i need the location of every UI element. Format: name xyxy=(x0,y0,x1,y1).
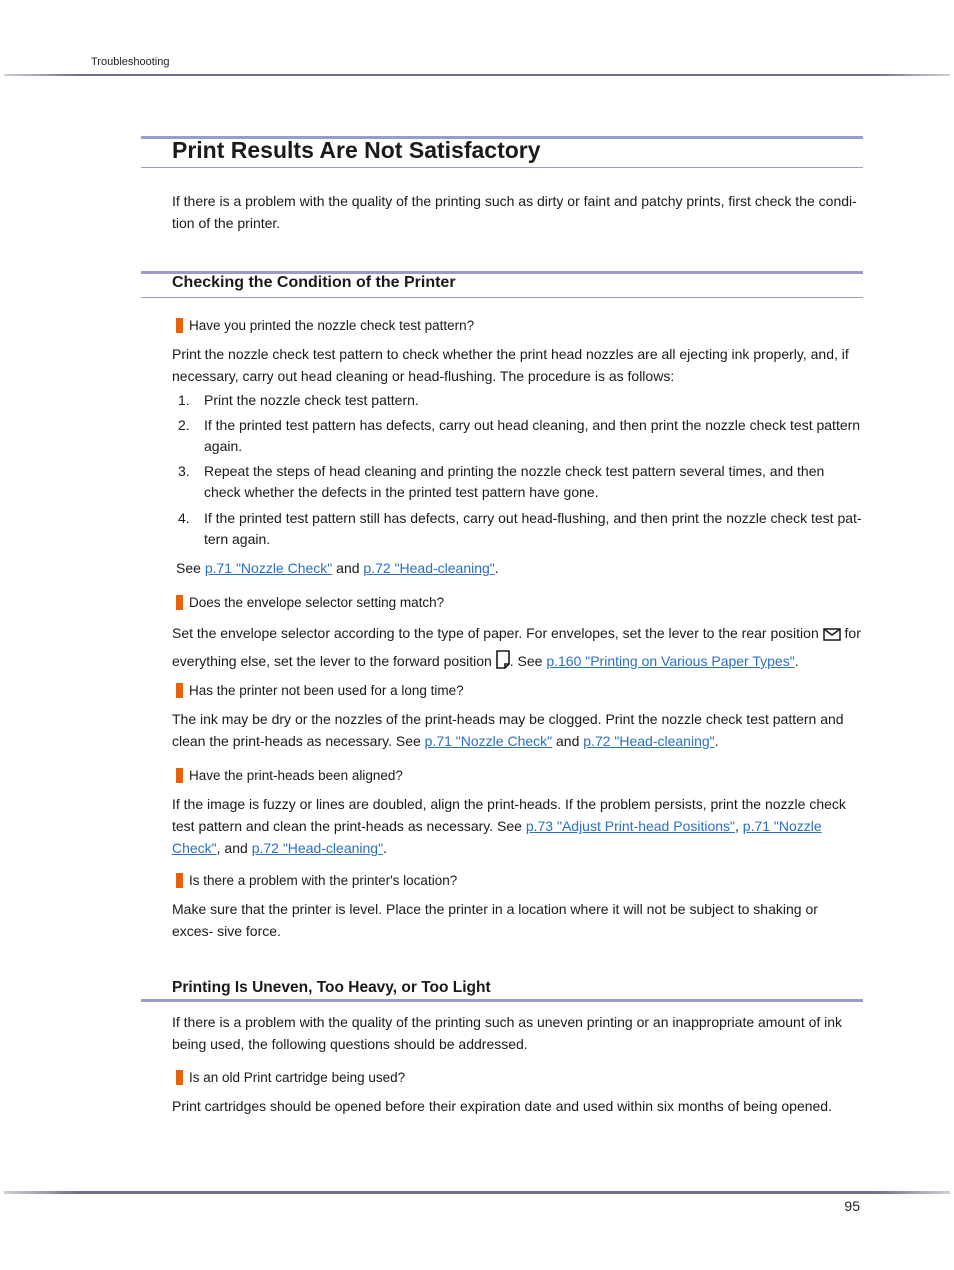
question-text: Does the envelope selector setting match? xyxy=(189,595,445,610)
running-header: Troubleshooting xyxy=(91,56,170,68)
punctuation: . xyxy=(383,840,387,856)
question-marker-icon xyxy=(176,873,183,888)
question-marker-icon xyxy=(176,768,183,783)
envelope-text: Set the envelope selector according to the type of paper. For envelopes, set the lever to the rear position xyxy=(172,625,823,641)
envelope-paragraph xyxy=(172,621,862,677)
question-nozzle-check xyxy=(176,317,474,335)
see-reference-line xyxy=(176,557,866,579)
link-various-paper-types[interactable]: p.160 "Printing on Various Paper Types" xyxy=(546,653,795,669)
section-heading-condition: Checking the Condition of the Printer xyxy=(172,274,456,291)
conjunction: and xyxy=(552,733,584,749)
step-number: 2. xyxy=(178,417,190,433)
page-title: Print Results Are Not Satisfactory xyxy=(172,137,541,163)
procedure-step xyxy=(172,390,862,411)
link-nozzle-check[interactable]: p.71 "Nozzle Check" xyxy=(424,733,553,749)
link-head-cleaning[interactable]: p.72 "Head-cleaning" xyxy=(363,560,495,576)
question-text: Is there a problem with the printer's location? xyxy=(189,873,458,888)
step-text: If the printed test pattern still has defects, carry out head-flushing, and then print the nozzle check test pat- tern again. xyxy=(204,510,862,547)
question-marker-icon xyxy=(176,1070,183,1085)
step-text: Repeat the steps of head cleaning and printing the nozzle check test pattern several times, and then check whether the defects in the printed test pattern have gone. xyxy=(204,463,825,500)
question-text: Have you printed the nozzle check test pattern? xyxy=(189,318,475,333)
link-head-cleaning[interactable]: p.72 "Head-cleaning" xyxy=(583,733,715,749)
header-divider xyxy=(4,74,950,76)
conjunction: , and xyxy=(216,840,252,856)
question-long-time-unused xyxy=(176,682,464,700)
envelope-text: everything else, set the lever to the forward position xyxy=(172,653,496,669)
link-nozzle-check[interactable]: p.71 "Nozzle Check" xyxy=(204,560,333,576)
question-text: Is an old Print cartridge being used? xyxy=(189,1070,406,1085)
question-text: Has the printer not been used for a long time? xyxy=(189,683,464,698)
link-adjust-print-head[interactable]: p.73 "Adjust Print-head Positions" xyxy=(525,818,736,834)
question-envelope-selector xyxy=(176,594,444,612)
envelope-icon xyxy=(823,624,841,649)
footer-divider xyxy=(4,1191,950,1194)
section-heading-rule xyxy=(141,999,863,1002)
step-number: 3. xyxy=(178,463,190,479)
alignment-paragraph xyxy=(172,793,862,859)
location-paragraph: Make sure that the printer is level. Place the printer in a location where it will not be subject to shaking or exces- sive force. xyxy=(172,901,818,939)
link-nozzle-check[interactable]: p.71 "Nozzle Check" xyxy=(172,818,822,856)
see-label: See xyxy=(176,560,205,576)
punctuation: . xyxy=(714,733,719,749)
section-heading-uneven: Printing Is Uneven, Too Heavy, or Too Light xyxy=(172,979,491,996)
intro-text-cont: tion of the printer. xyxy=(172,215,281,231)
question-heads-aligned xyxy=(176,767,403,785)
intro-text: If there is a problem with the quality of the printing such as dirty or faint and patchy prints, first check the condi- xyxy=(172,193,857,209)
question-text: Have the print-heads been aligned? xyxy=(189,768,403,783)
punctuation: . xyxy=(794,653,799,669)
alignment-text: If the image is fuzzy or lines are doubled, align the print-heads. If the problem persists, print the nozzle check test pattern and clean the print-heads as necessary. See xyxy=(172,796,846,834)
step-number: 4. xyxy=(178,510,190,526)
question-printer-location xyxy=(176,872,457,890)
step-number: 1. xyxy=(178,392,190,408)
cartridge-paragraph: Print cartridges should be opened before their expiration date and used within six months of being opened. xyxy=(172,1098,832,1114)
nozzle-check-paragraph: Print the nozzle check test pattern to check whether the print head nozzles are all ejecting ink properly, and, if necessary, carry out head cleaning or head-flushing. The procedure is as follows: xyxy=(172,346,849,384)
link-head-cleaning[interactable]: p.72 "Head-cleaning" xyxy=(251,840,384,856)
procedure-step xyxy=(172,415,862,457)
punctuation: . xyxy=(494,560,499,576)
question-old-cartridge xyxy=(176,1069,405,1087)
conjunction: and xyxy=(332,560,364,576)
question-marker-icon xyxy=(176,595,183,610)
envelope-text: for xyxy=(840,625,861,641)
unused-paragraph xyxy=(172,708,862,752)
intro-paragraph xyxy=(172,190,862,234)
step-text: If the printed test pattern has defects, carry out head cleaning, and then print the nozzle check test pattern again. xyxy=(204,417,861,454)
procedure-step xyxy=(172,508,862,550)
step-text: Print the nozzle check test pattern. xyxy=(204,392,419,408)
paper-sheet-icon xyxy=(496,650,510,677)
envelope-text: . See xyxy=(509,653,547,669)
unused-text: The ink may be dry or the nozzles of the print-heads may be clogged. Print the nozzle check test pattern and clean the print-heads as necessary. See xyxy=(172,711,844,749)
question-marker-icon xyxy=(176,683,183,698)
uneven-intro-paragraph: If there is a problem with the quality of the printing such as uneven printing or an inappropriate amount of ink being used, the following questions should be addressed. xyxy=(172,1014,843,1052)
separator: , xyxy=(735,818,743,834)
question-marker-icon xyxy=(176,318,183,333)
procedure-step xyxy=(172,461,862,503)
page-number: 95 xyxy=(844,1198,860,1214)
